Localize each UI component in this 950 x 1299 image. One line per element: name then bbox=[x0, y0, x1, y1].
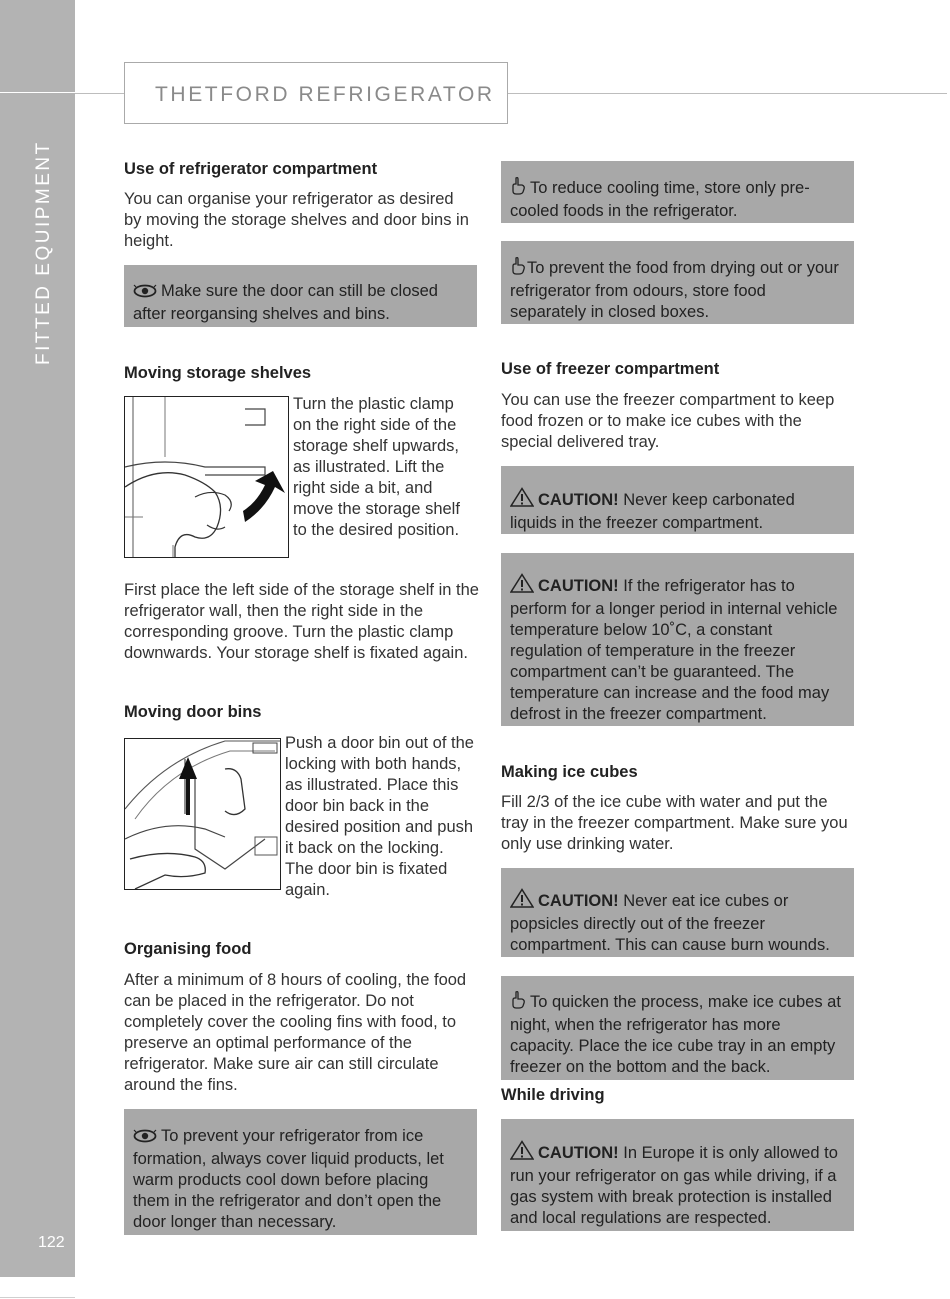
note-ice-text: To prevent your refrigerator from ice formation, always cover liquid products, let warm products cool down before placing them in the refrigerator and don’t open the door longer than necessary. bbox=[133, 1127, 444, 1231]
driving-heading: While driving bbox=[501, 1086, 605, 1104]
shelf-illustration bbox=[124, 396, 289, 558]
bins-text: Push a door bin out of the locking with both hands, as illustrated. Place this door bin back in the desired position and push it back on the locking. The door bin is fixated again. bbox=[285, 734, 474, 899]
section-title-wrapper bbox=[32, 120, 56, 365]
eye-icon bbox=[133, 283, 157, 304]
freezer-heading: Use of freezer compartment bbox=[501, 360, 720, 378]
shelves-text: Turn the plastic clamp on the right side of the storage shelf upwards, as illustrated. Lift the right side a bit, and move the storage shelf to the desired position. bbox=[293, 395, 460, 539]
note-door-text: Make sure the door can still be closed after reorgansing shelves and bins. bbox=[133, 282, 438, 323]
tip-quicken-text: To quicken the process, make ice cubes at night, when the refrigerator has more capacity. Place the ice cube tray in an empty freezer on the bottom and the back. bbox=[510, 993, 841, 1076]
note-door bbox=[124, 265, 477, 327]
tip-cooling-text: To reduce cooling time, store only pre-cooled foods in the refrigerator. bbox=[510, 179, 810, 220]
section-title: FITTED EQUIPMENT bbox=[33, 140, 54, 365]
pointing-hand-icon bbox=[510, 177, 526, 201]
pointing-hand-icon bbox=[510, 257, 526, 281]
note-ice-formation bbox=[124, 1109, 477, 1235]
shelves-heading: Moving storage shelves bbox=[124, 364, 312, 382]
ice-text: Fill 2/3 of the ice cube with water and put the tray in the freezer compartment. Make sure you only use drinking water. bbox=[501, 793, 848, 853]
warning-triangle-icon bbox=[510, 573, 534, 599]
food-text: After a minimum of 8 hours of cooling, the food can be placed in the refrigerator. Do not completely cover the cooling fins with food, to preserve an optimal performance of the refrigerator. Make sure air can still circulate around the fins. bbox=[124, 971, 467, 1094]
header-box bbox=[124, 62, 508, 124]
caution-label: CAUTION! bbox=[538, 577, 619, 595]
caution-eat-text: Never eat ice cubes or popsicles directly out of the freezer compartment. This can cause burn wounds. bbox=[510, 892, 830, 954]
bottom-divider bbox=[0, 1297, 75, 1298]
ice-heading: Making ice cubes bbox=[501, 763, 638, 781]
caution-label: CAUTION! bbox=[538, 491, 619, 509]
tip-drying-text: To prevent the food from drying out or your refrigerator from odours, store food separately in closed boxes. bbox=[510, 259, 839, 321]
warning-triangle-icon bbox=[510, 888, 534, 914]
eye-icon bbox=[133, 1128, 157, 1149]
caution-label: CAUTION! bbox=[538, 1144, 619, 1162]
page-title: THETFORD REFRIGERATOR bbox=[155, 83, 495, 106]
door-bin-illustration bbox=[124, 738, 281, 890]
freezer-text: You can use the freezer compartment to keep food frozen or to make ice cubes with the special delivered tray. bbox=[501, 391, 835, 451]
food-heading: Organising food bbox=[124, 940, 252, 958]
tip-cooling bbox=[501, 161, 854, 223]
caution-carbonated bbox=[501, 466, 854, 534]
tip-quicken bbox=[501, 976, 854, 1080]
caution-temperature bbox=[501, 553, 854, 726]
warning-triangle-icon bbox=[510, 1140, 534, 1166]
page-number: 122 bbox=[38, 1234, 65, 1251]
fridge-heading: Use of refrigerator compartment bbox=[124, 160, 378, 178]
caution-temperature-text: If the refrigerator has to perform for a longer period in internal vehicle temperature below 10˚C, a constant regulation of temperature in the freezer compartment can’t be guaranteed. The temperature can increase and the food may defrost in the freezer compartment. bbox=[510, 577, 838, 723]
sidebar-divider bbox=[0, 92, 75, 93]
bins-heading: Moving door bins bbox=[124, 703, 262, 721]
caution-driving bbox=[501, 1119, 854, 1231]
tip-drying bbox=[501, 241, 854, 324]
caution-driving-text: In Europe it is only allowed to run your refrigerator on gas while driving, if a gas system with break protection is installed and local regulations are respected. bbox=[510, 1144, 838, 1227]
pointing-hand-icon bbox=[510, 991, 526, 1015]
fridge-text: You can organise your refrigerator as desired by moving the storage shelves and door bins in height. bbox=[124, 190, 469, 250]
shelves-text-2: First place the left side of the storage shelf in the refrigerator wall, then the right side in the corresponding groove. Turn the plastic clamp downwards. Your storage shelf is fixated again. bbox=[124, 581, 479, 662]
warning-triangle-icon bbox=[510, 487, 534, 513]
caution-label: CAUTION! bbox=[538, 892, 619, 910]
caution-eat bbox=[501, 868, 854, 957]
caution-carbonated-text: Never keep carbonated liquids in the freezer compartment. bbox=[510, 491, 795, 532]
